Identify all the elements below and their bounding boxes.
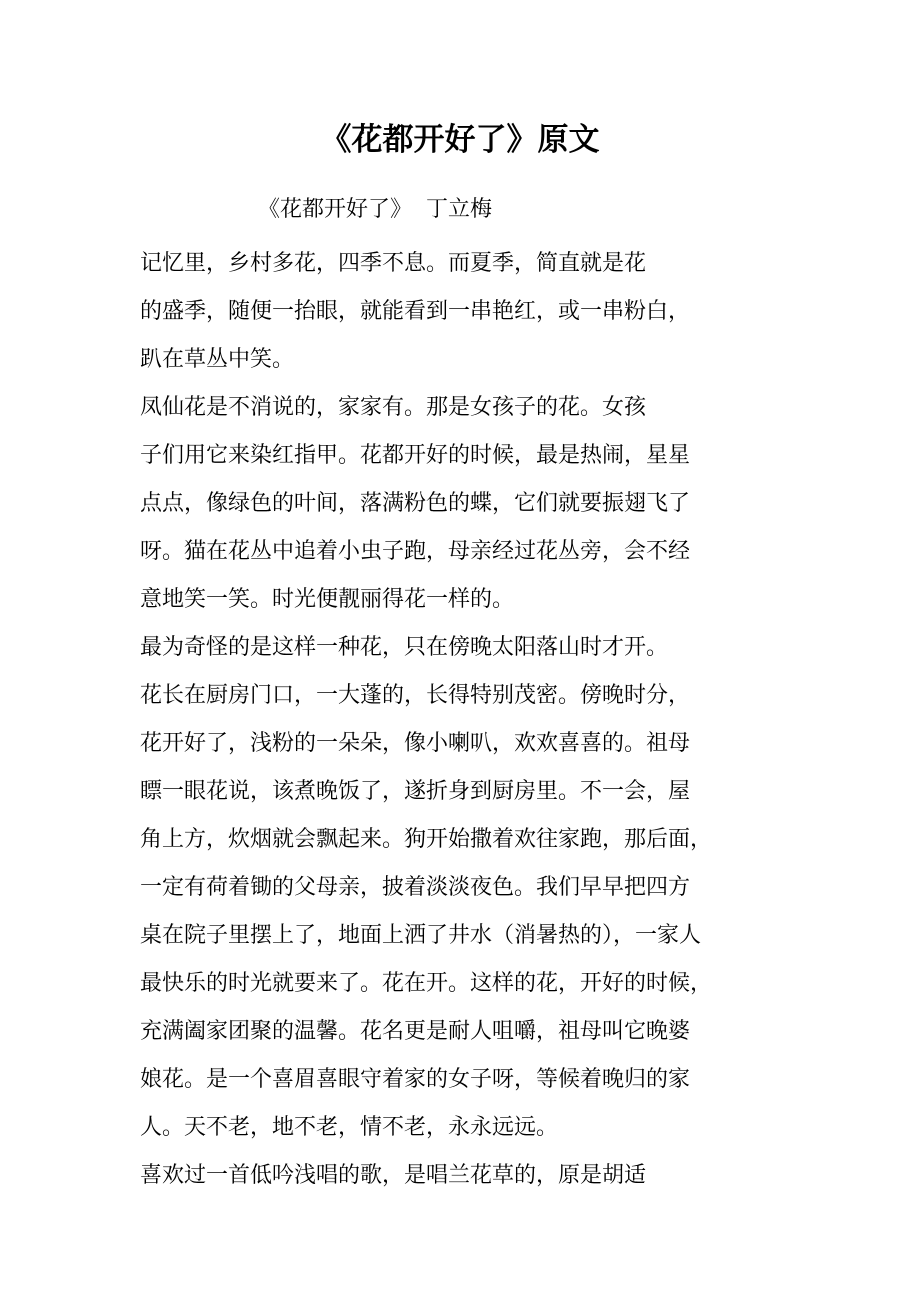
text-line: 花长在厨房门口，一大蓬的，长得特别茂密。傍晚时分， xyxy=(140,683,691,708)
subtitle-author: 《花都开好了》 丁立梅 xyxy=(258,197,492,222)
page-title: 《花都开好了》原文 xyxy=(320,122,600,158)
text-line: 意地笑一笑。时光便靓丽得花一样的。 xyxy=(140,587,515,612)
text-line: 充满阖家团聚的温馨。花名更是耐人咀嚼，祖母叫它晚婆 xyxy=(140,1019,691,1044)
text-line: 桌在院子里摆上了，地面上洒了井水（消暑热的），一家人 xyxy=(140,923,702,948)
text-line: 角上方，炊烟就会飘起来。狗开始撒着欢往家跑，那后面， xyxy=(140,827,713,852)
text-line: 子们用它来染红指甲。花都开好的时候，最是热闹，星星 xyxy=(140,443,691,468)
paragraph-4 xyxy=(140,1152,800,1200)
paragraph-1 xyxy=(140,240,800,384)
text-line: 凤仙花是不消说的，家家有。那是女孩子的花。女孩 xyxy=(140,395,647,420)
text-line: 最快乐的时光就要来了。花在开。这样的花，开好的时候， xyxy=(140,971,713,996)
text-line: 一定有荷着锄的父母亲，披着淡淡夜色。我们早早把四方 xyxy=(140,875,691,900)
paragraph-2 xyxy=(140,384,800,624)
text-line: 最为奇怪的是这样一种花，只在傍晚太阳落山时才开。 xyxy=(140,635,669,660)
text-line: 记忆里，乡村多花，四季不息。而夏季，简直就是花 xyxy=(140,251,647,276)
text-line: 瞟一眼花说，该煮晚饭了，遂折身到厨房里。不一会，屋 xyxy=(140,779,691,804)
text-line: 呀。猫在花丛中追着小虫子跑，母亲经过花丛旁，会不经 xyxy=(140,539,691,564)
text-line: 喜欢过一首低吟浅唱的歌，是唱兰花草的，原是胡适 xyxy=(140,1163,647,1188)
text-line: 花开好了，浅粉的一朵朵，像小喇叭，欢欢喜喜的。祖母 xyxy=(140,731,691,756)
text-line: 点点，像绿色的叶间，落满粉色的蝶，它们就要振翅飞了 xyxy=(140,491,691,516)
article-body xyxy=(140,240,800,1200)
text-line: 趴在草丛中笑。 xyxy=(140,347,295,372)
text-line: 人。天不老，地不老，情不老，永永远远。 xyxy=(140,1115,559,1140)
text-line: 娘花。是一个喜眉喜眼守着家的女子呀，等候着晚归的家 xyxy=(140,1067,691,1092)
text-line: 的盛季，随便一抬眼，就能看到一串艳红，或一串粉白， xyxy=(140,299,691,324)
paragraph-3 xyxy=(140,624,800,1152)
